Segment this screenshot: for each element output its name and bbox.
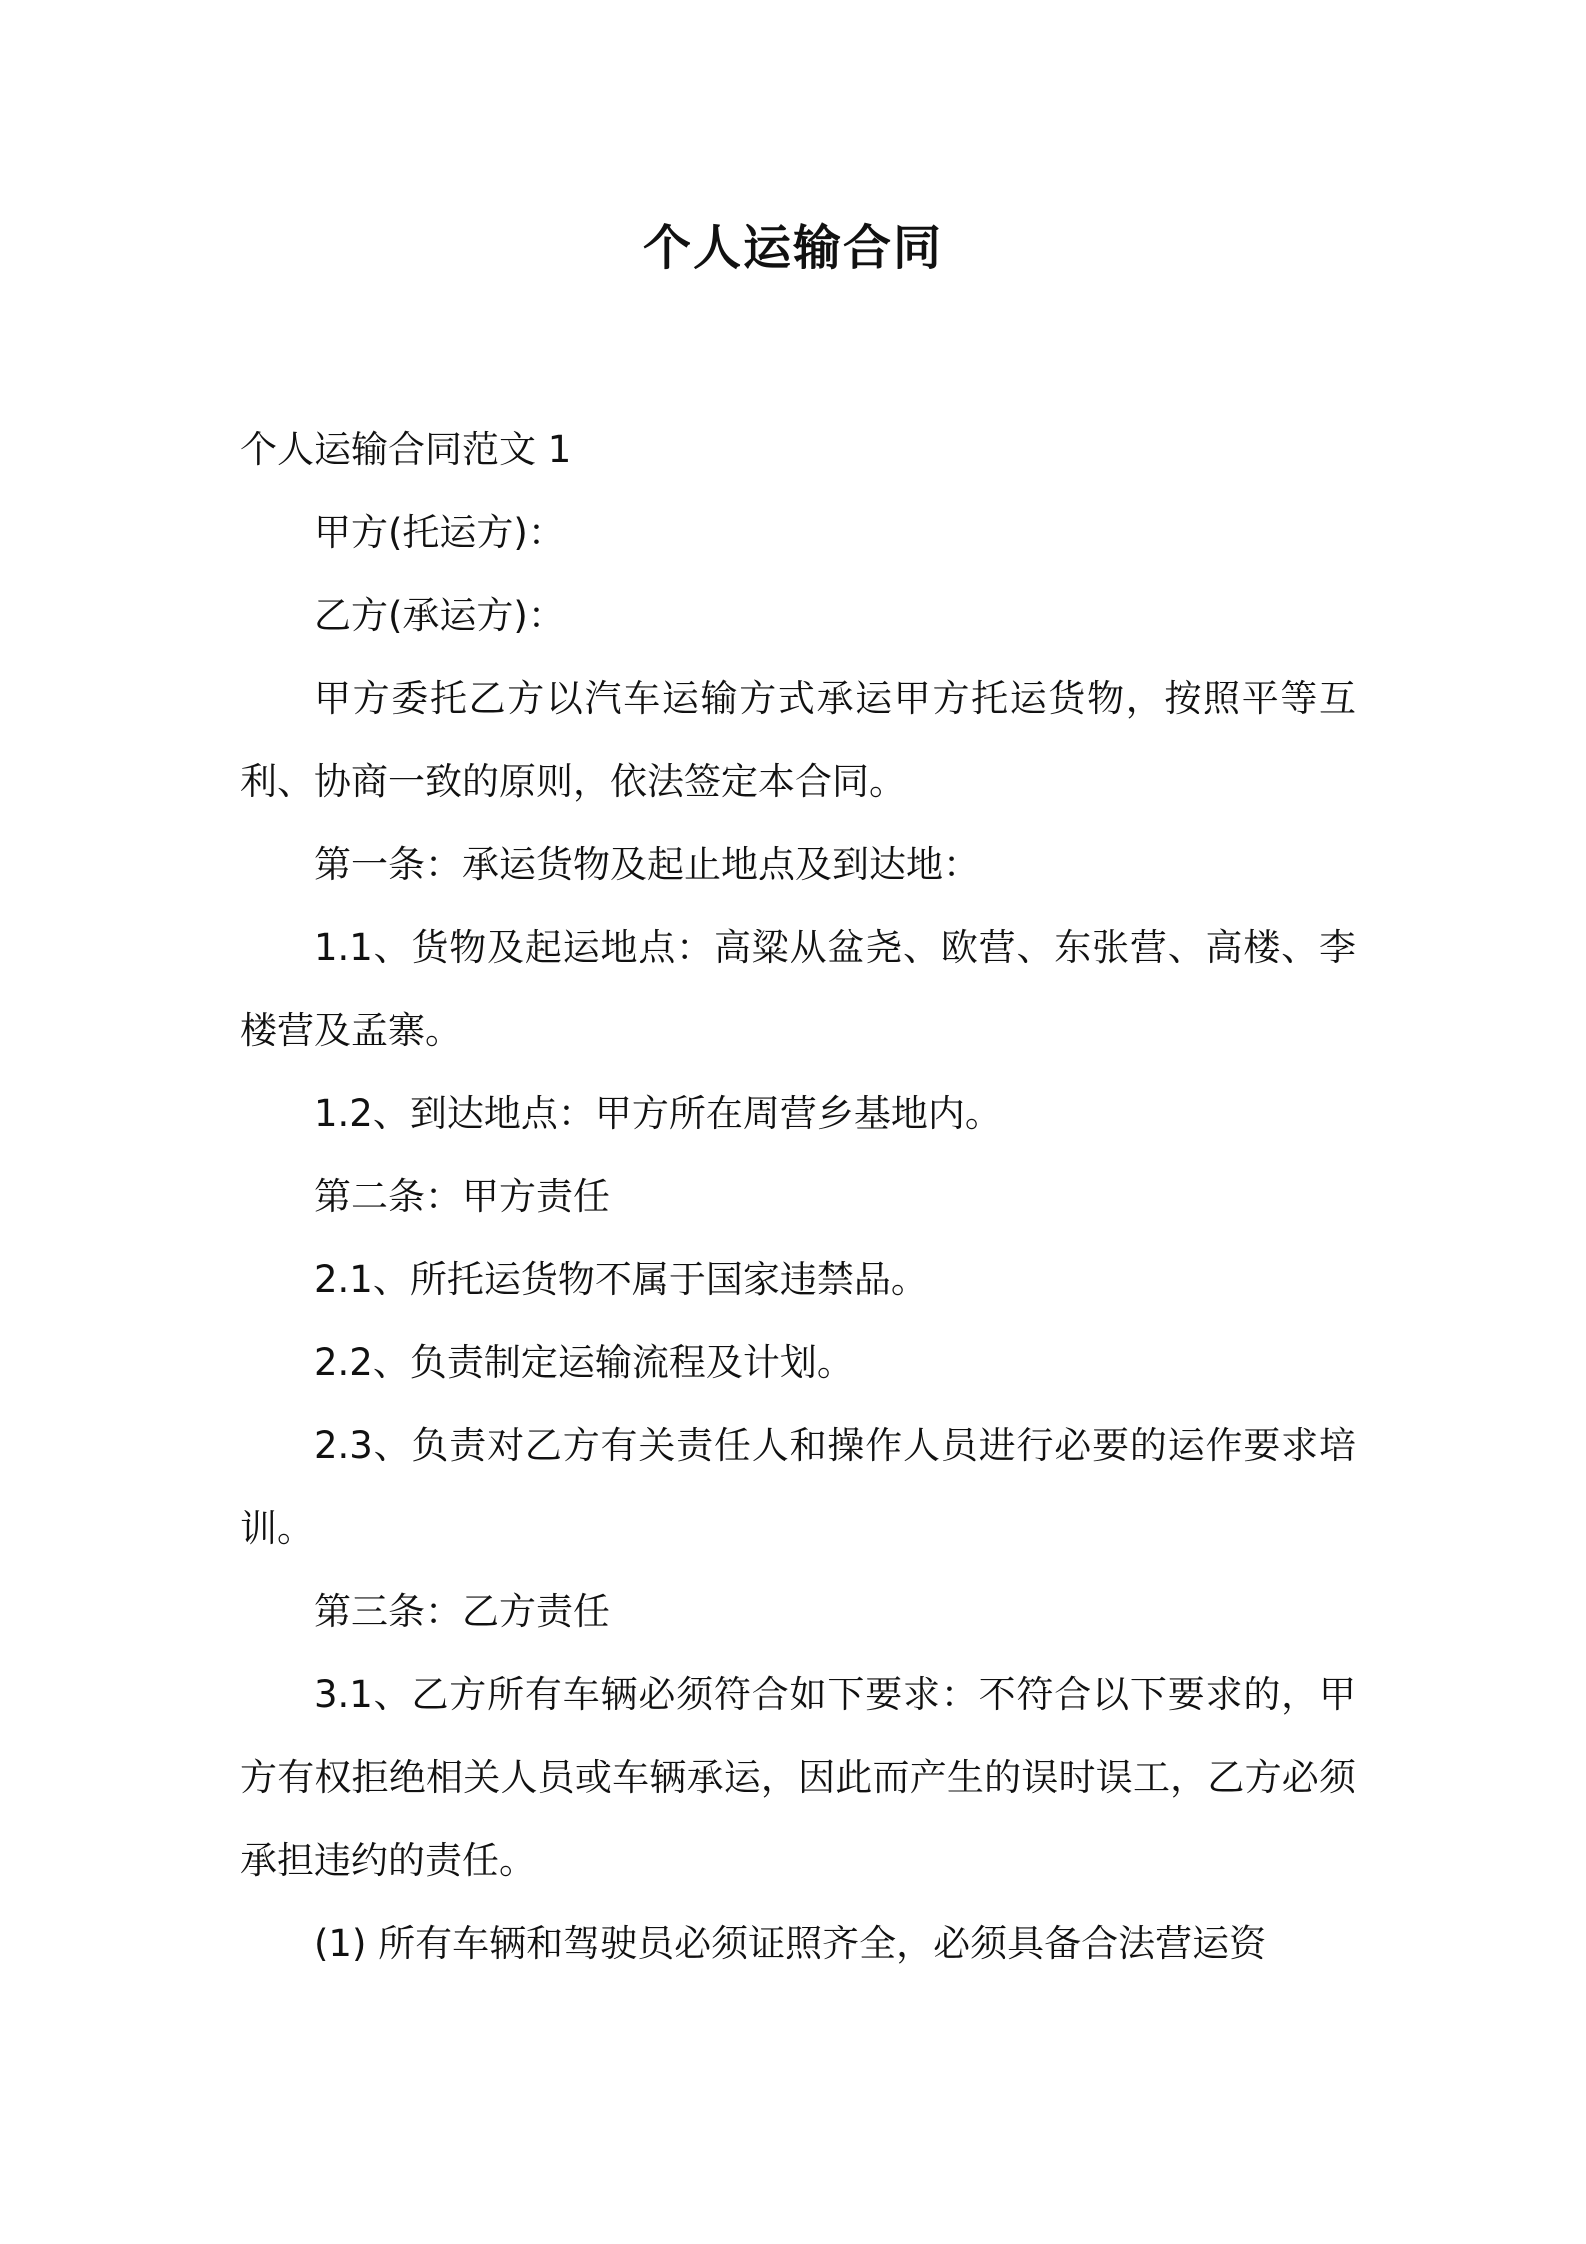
clause-2-1: 2.1、所托运货物不属于国家违禁品。 <box>314 1258 928 1301</box>
party-a-line: 甲方(托运方)： <box>314 511 565 554</box>
document-body <box>240 408 1356 1985</box>
section-heading-sample-1: 个人运输合同范文 1 <box>240 428 572 471</box>
party-b-line: 乙方(承运方)： <box>314 594 565 637</box>
document-title: 个人运输合同 <box>642 220 943 276</box>
clause-3-1: 3.1、乙方所有车辆必须符合如下要求：不符合以下要求的，甲方有权拒绝相关人员或车辆承运，因此而产生的误时误工，乙方必须承担违约的责任。 <box>240 1673 1356 1882</box>
article-1-heading: 第一条：承运货物及起止地点及到达地： <box>314 843 980 886</box>
preamble-paragraph: 甲方委托乙方以汽车运输方式承运甲方托运货物，按照平等互利、协商一致的原则，依法签定本合同。 <box>240 677 1356 803</box>
clause-1-2: 1.2、到达地点：甲方所在周营乡基地内。 <box>314 1092 1002 1135</box>
clause-1-1: 1.1、货物及起运地点：高粱从盆尧、欧营、东张营、高楼、李楼营及孟寨。 <box>240 926 1356 1052</box>
article-3-heading: 第三条：乙方责任 <box>314 1590 610 1633</box>
clause-2-2: 2.2、负责制定运输流程及计划。 <box>314 1341 854 1384</box>
article-2-heading: 第二条：甲方责任 <box>314 1175 610 1218</box>
clause-3-1-item-1: (1) 所有车辆和驾驶员必须证照齐全，必须具备合法营运资 <box>314 1922 1267 1965</box>
clause-2-3: 2.3、负责对乙方有关责任人和操作人员进行必要的运作要求培训。 <box>240 1424 1356 1550</box>
